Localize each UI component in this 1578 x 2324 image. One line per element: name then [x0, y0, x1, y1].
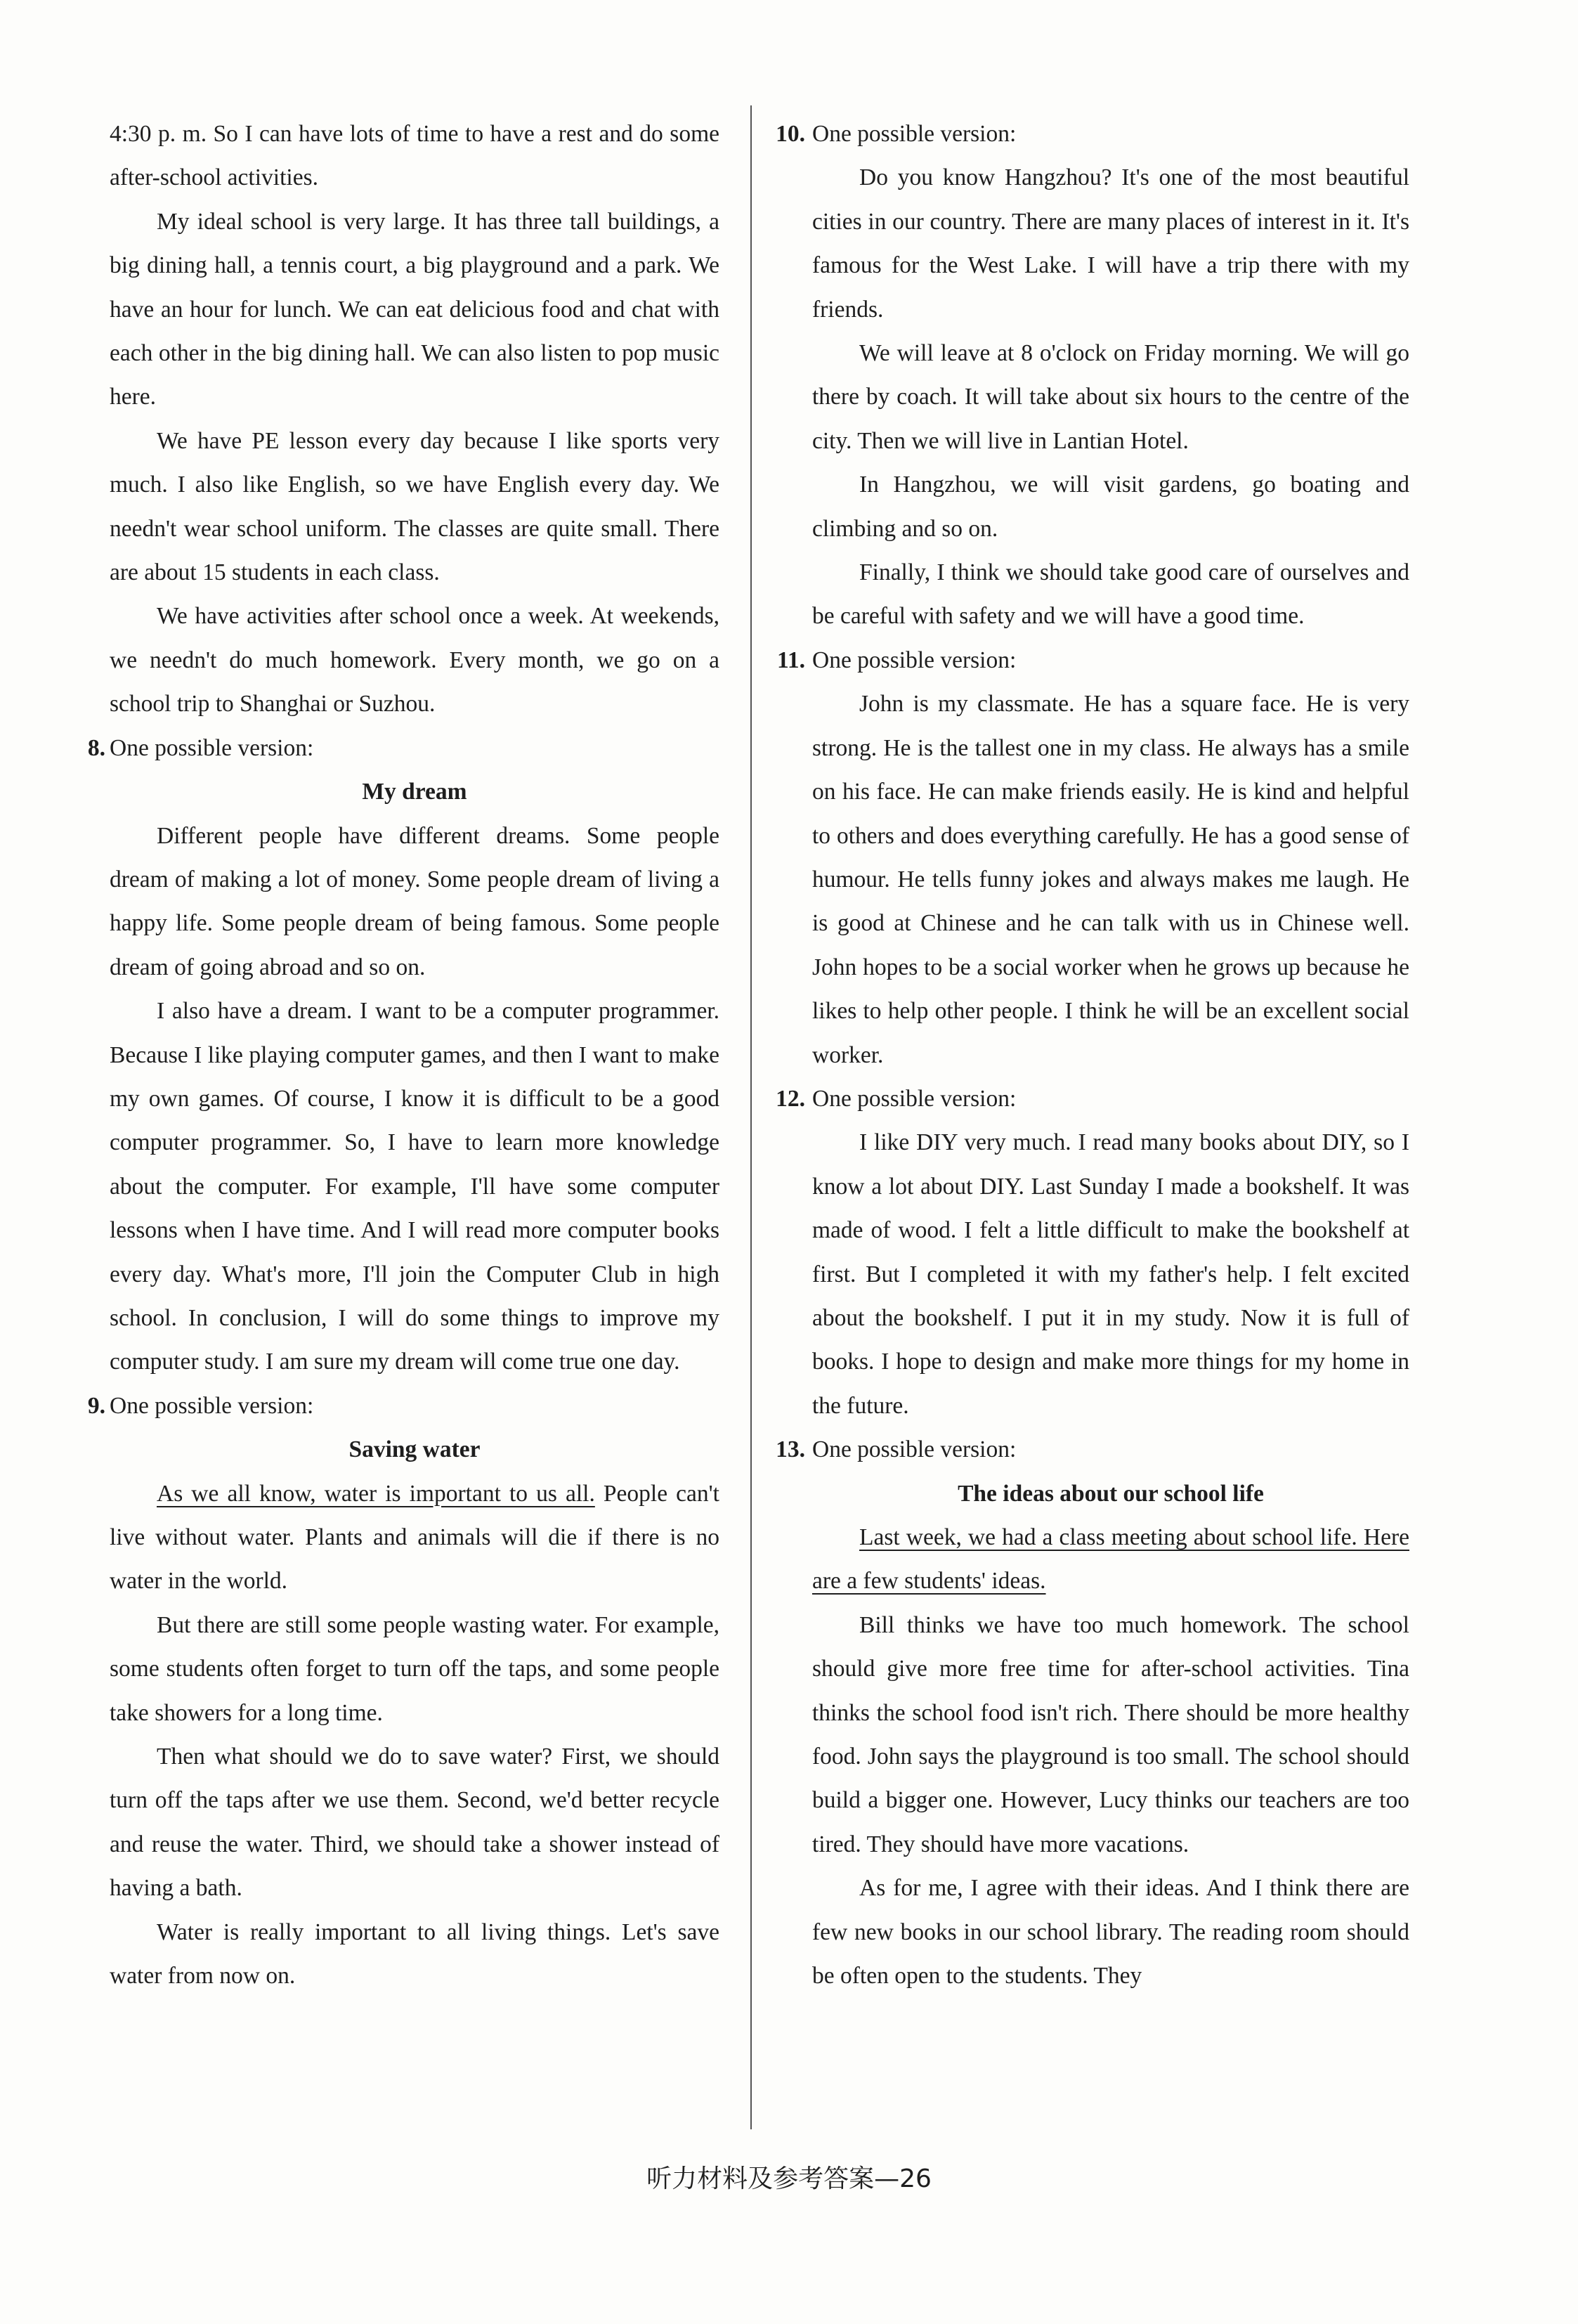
answer-10: [776, 112, 1409, 156]
answer-11: [776, 639, 1409, 682]
answer-intro: One possible version:: [812, 1085, 1017, 1112]
essay-7-continuation: 4:30 p. m. So I can have lots of time to have a rest and do some after-school activities.: [110, 121, 719, 191]
essay-7-paragraph: My ideal school is very large. It has three tall buildings, a big dining hall, a tennis court, a big playground and a park. We have an hour for lunch. We can eat delicious food and chat with each other in the big dining hall. We can also listen to pop music here.: [110, 208, 719, 410]
essay-paragraph: I like DIY very much. I read many books about DIY, so I know a lot about DIY. Last Sunday I made a bookshelf. It was made of wood. I felt a little difficult to make the bookshelf at first. But I completed it with my father's help. I felt excited about the bookshelf. I put it in my study. Now it is full of books. I hope to design and make more things for my home in the future.: [812, 1129, 1409, 1419]
essay-7-paragraph: We have PE lesson every day because I like sports very much. I also like English, so we have English every day. We needn't wear school uniform. The classes are quite small. There are about 15 students in each class.: [110, 427, 719, 586]
underlined-sentence: As we all know, water is important to us all.: [157, 1480, 595, 1507]
essay-paragraph: Different people have different dreams. Some people dream of making a lot of money. Some people dream of living a happy life. Some people dream of being famous. Some people dream of going abroad and so on.: [110, 822, 719, 980]
sentence: People can't live without water. Plants and animals will die if there is no water in the world.: [110, 1480, 719, 1595]
right-column: [776, 112, 1409, 1998]
page-footer: 听力材料及参考答案—26: [646, 2164, 932, 2193]
essay-paragraph: I also have a dream. I want to be a computer programmer. Because I like playing computer games, and then I want to make my own games. Of course, I know it is difficult to be a good computer programmer. So, I have to learn more knowledge about the computer. For example, I'll have some computer lessons when I have time. And I will read more computer books every day. What's more, I'll join the Computer Club in high school. In conclusion, I will do some things to improve my computer study. I am sure my dream will come true one day.: [110, 998, 719, 1375]
answer-intro: One possible version:: [812, 1436, 1017, 1463]
answer-intro: One possible version:: [110, 1392, 314, 1419]
essay-paragraph: [812, 1516, 1409, 1604]
essay-title: The ideas about our school life: [958, 1480, 1264, 1507]
answer-intro: One possible version:: [110, 734, 314, 761]
essay-paragraph: Then what should we do to save water? First, we should turn off the taps after we use them. Second, we'd better recycle and reuse the water. Third, we should take a shower instead of having a bath.: [110, 1744, 719, 1902]
essay-title: My dream: [362, 779, 467, 805]
left-column: [87, 112, 719, 1998]
answer-8: [87, 727, 719, 770]
essay-title: Saving water: [348, 1436, 481, 1463]
essay-paragraph: Water is really important to all living things. Let's save water from now on.: [110, 1919, 719, 1989]
answer-intro: One possible version:: [812, 121, 1017, 147]
essay-paragraph: But there are still some people wasting water. For example, some students often forget to turn off the taps, and some people take showers for a long time.: [110, 1611, 719, 1726]
essay-paragraph: Do you know Hangzhou? It's one of the most beautiful cities in our country. There are many places of interest in it. It's famous for the West Lake. I will have a trip there with my friends.: [812, 164, 1409, 323]
essay-paragraph: John is my classmate. He has a square face. He is very strong. He is the tallest one in my class. He always has a smile on his face. He can make friends easily. He is kind and helpful to others and does everything carefully. He has a good sense of humour. He tells funny jokes and always makes me laugh. He is good at Chinese and he can talk with us in Chinese well. John hopes to be a social worker when he grows up because he likes to help other people. I think he will be an excellent social worker.: [812, 691, 1409, 1068]
answer-9: [87, 1384, 719, 1428]
question-number: 10.: [776, 121, 805, 147]
question-number: 11.: [776, 647, 805, 673]
essay-paragraph: In Hangzhou, we will visit gardens, go boating and climbing and so on.: [812, 472, 1409, 542]
answer-12: [776, 1077, 1409, 1121]
column-divider: [750, 105, 752, 2129]
answer-intro: One possible version:: [812, 647, 1017, 673]
question-number: 13.: [776, 1436, 805, 1463]
essay-7-paragraph: We have activities after school once a week. At weekends, we needn't do much homework. Every month, we go on a school trip to Shanghai or Suzhou.: [110, 603, 719, 718]
answer-13: [776, 1428, 1409, 1472]
question-number: 9.: [87, 1392, 105, 1419]
question-number: 8.: [87, 734, 105, 761]
question-number: 12.: [776, 1085, 805, 1112]
essay-paragraph: [110, 1472, 719, 1604]
essay-paragraph: Finally, I think we should take good care of ourselves and be careful with safety and we will have a good time.: [812, 559, 1409, 630]
essay-paragraph: Bill thinks we have too much homework. The school should give more free time for after-school activities. Tina thinks the school food isn't rich. There should be more healthy food. John says the playground is too small. The school should build a bigger one. However, Lucy thinks our teachers are too tired. They should have more vacations.: [812, 1611, 1409, 1857]
essay-paragraph: As for me, I agree with their ideas. And I think there are few new books in our school library. The reading room should be often open to the students. They: [812, 1875, 1409, 1989]
underlined-sentence: Last week, we had a class meeting about school life. Here are a few students' ideas.: [812, 1524, 1409, 1595]
essay-paragraph: We will leave at 8 o'clock on Friday morning. We will go there by coach. It will take about six hours to the centre of the city. Then we will live in Lantian Hotel.: [812, 340, 1409, 454]
